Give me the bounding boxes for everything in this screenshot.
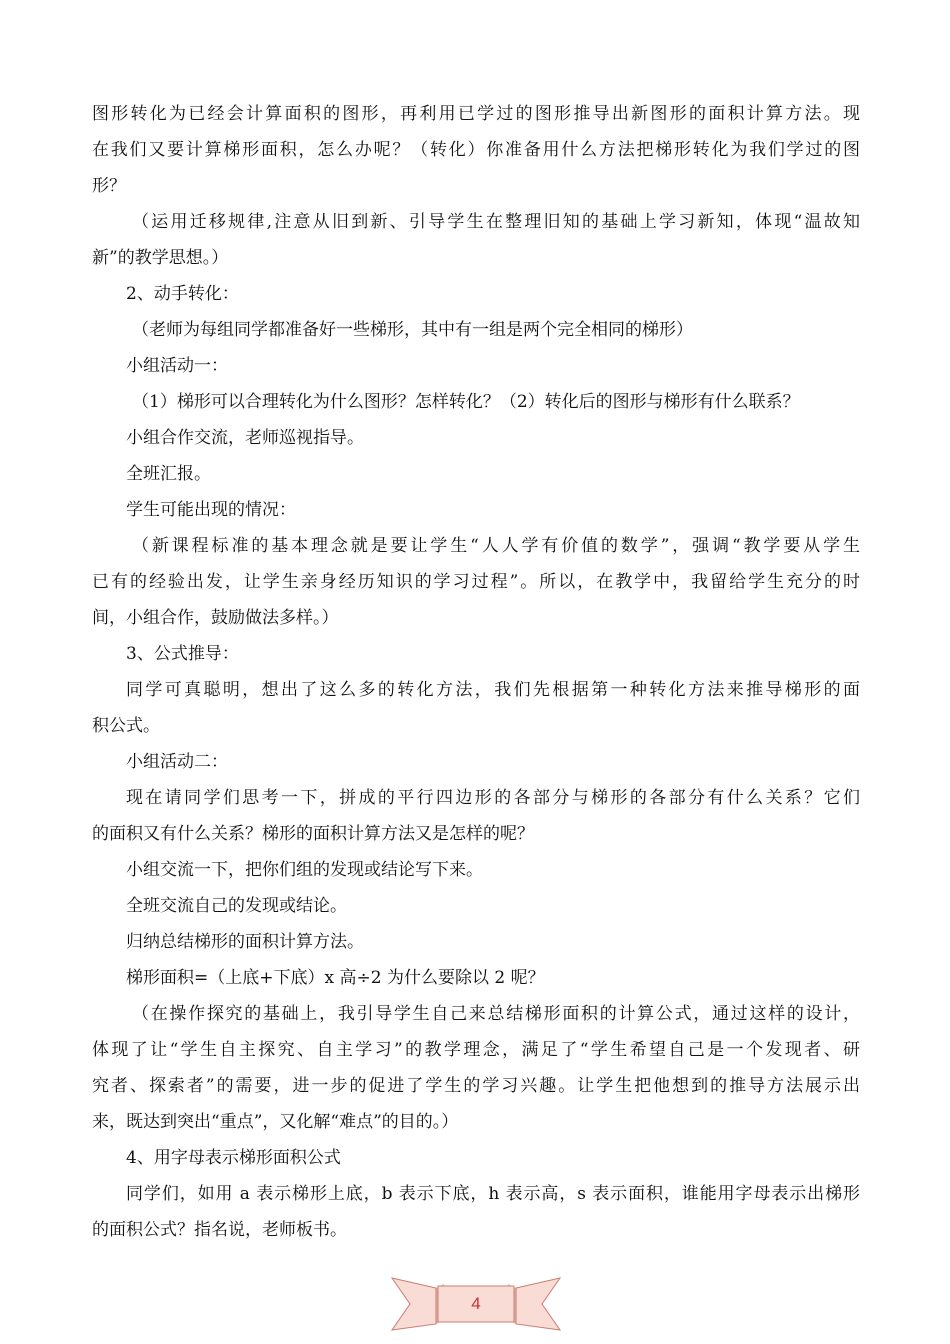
paragraph-line: 形？ (92, 176, 126, 196)
paragraph-line: 小组活动二： (126, 752, 228, 772)
paragraph-line: （运用迁移规律,注意从旧到新、引导学生在整理旧知的基础上学习新知，体现“温故知 (132, 212, 860, 232)
ribbon-left-tail (392, 1278, 436, 1330)
section-heading: 3、公式推导： (126, 644, 239, 664)
paragraph-line: 间，小组合作，鼓励做法多样。） (92, 608, 339, 628)
paragraph-line: 图形转化为已经会计算面积的图形，再利用已学过的图形推导出新图形的面积计算方法。现 (92, 104, 860, 124)
paragraph-line: 全班交流自己的发现或结论。 (126, 896, 347, 916)
paragraph-line: 已有的经验出发，让学生亲身经历知识的学习过程”。所以，在教学中，我留给学生充分的时 (92, 572, 860, 592)
paragraph-line: 小组合作交流，老师巡视指导。 (126, 428, 364, 448)
paragraph-line: 现在请同学们思考一下，拼成的平行四边形的各部分与梯形的各部分有什么关系？它们 (126, 788, 860, 808)
section-heading: 4、用字母表示梯形面积公式 (126, 1148, 341, 1168)
paragraph-line: （新课程标准的基本理念就是要让学生“人人学有价值的数学”，强调“教学要从学生 (132, 536, 860, 556)
paragraph-line: （老师为每组同学都准备好一些梯形，其中有一组是两个完全相同的梯形） (132, 320, 693, 340)
ribbon-right-tail (516, 1278, 560, 1330)
section-heading: 2、动手转化： (126, 284, 239, 304)
paragraph-line: （在操作探究的基础上，我引导学生自己来总结梯形面积的计算公式，通过这样的设计， (132, 1004, 860, 1024)
paragraph-line: 小组交流一下，把你们组的发现或结论写下来。 (126, 860, 483, 880)
paragraph-line: 究者、探索者”的需要，进一步的促进了学生的学习兴趣。让学生把他想到的推导方法展示出 (92, 1076, 860, 1096)
paragraph-line: 同学可真聪明，想出了这么多的转化方法，我们先根据第一种转化方法来推导梯形的面 (126, 680, 860, 700)
paragraph-line: 的面积又有什么关系？梯形的面积计算方法又是怎样的呢？ (92, 824, 534, 844)
paragraph-line: 来，既达到突出“重点”，又化解“难点”的目的。） (92, 1112, 459, 1132)
paragraph-line: 积公式。 (92, 716, 160, 736)
page-number-ribbon (388, 1274, 564, 1334)
paragraph-line: 小组活动一： (126, 356, 228, 376)
paragraph-line: 全班汇报。 (126, 464, 211, 484)
page-number: 4 (471, 1294, 481, 1313)
formula-line: 梯形面积=（上底+下底）x 高÷2 为什么要除以 2 呢？ (126, 968, 545, 988)
document-body (92, 96, 860, 1248)
paragraph-line: 新”的教学思想。） (92, 248, 229, 268)
paragraph-line: 的面积公式？指名说，老师板书。 (92, 1220, 347, 1240)
paragraph-line: 同学们，如用 a 表示梯形上底，b 表示下底，h 表示高，s 表示面积，谁能用字母表示出梯形 (126, 1184, 860, 1204)
paragraph-line: 在我们又要计算梯形面积，怎么办呢？（转化）你准备用什么方法把梯形转化为我们学过的图 (92, 140, 860, 160)
paragraph-line: 归纳总结梯形的面积计算方法。 (126, 932, 364, 952)
paragraph-line: （1）梯形可以合理转化为什么图形？怎样转化？（2）转化后的图形与梯形有什么联系？ (132, 392, 800, 412)
paragraph-line: 学生可能出现的情况： (126, 500, 296, 520)
paragraph-line: 体现了让“学生自主探究、自主学习”的教学理念，满足了“学生希望自己是一个发现者、研 (92, 1040, 860, 1060)
